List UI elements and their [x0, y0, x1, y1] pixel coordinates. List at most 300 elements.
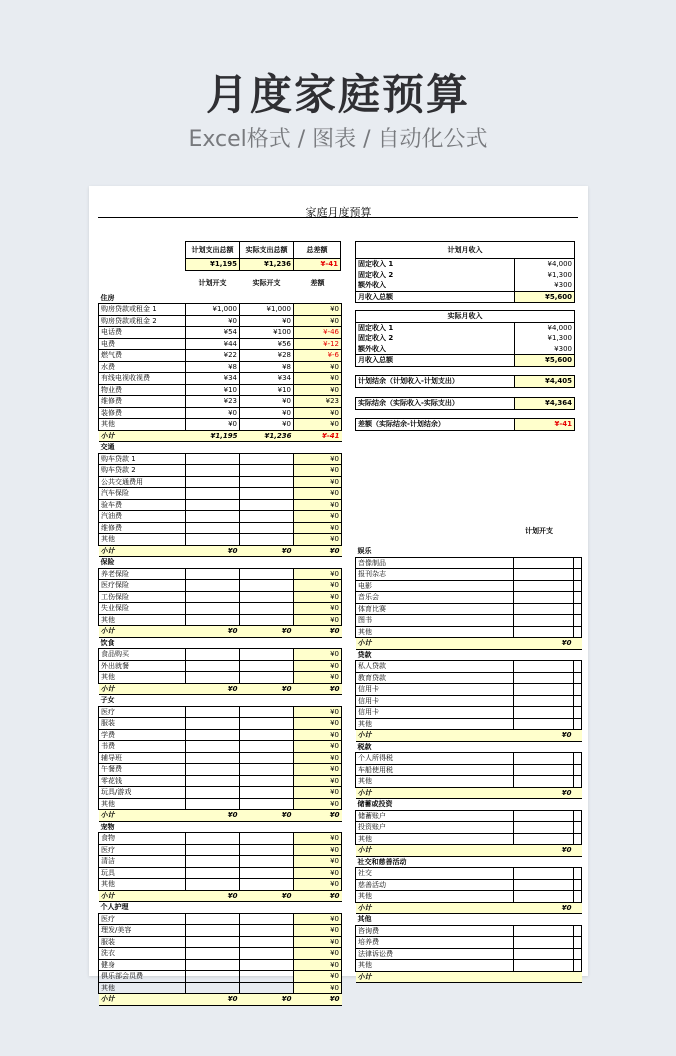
subtotal-value: ¥0: [514, 730, 574, 742]
table-row: [99, 775, 342, 787]
section-header-row: [356, 546, 582, 557]
table-row: [99, 373, 342, 385]
diff-cell: ¥0: [294, 982, 342, 994]
table-row: [99, 591, 342, 603]
row-label: 体育比赛: [356, 603, 514, 615]
income-value: ¥300: [515, 344, 575, 355]
row-label: 培养费: [356, 937, 514, 949]
actual-cell: [240, 603, 294, 615]
section-title: 交通: [100, 443, 115, 452]
table-row: [99, 729, 342, 741]
table-row: [99, 660, 342, 672]
table-row: [356, 718, 582, 730]
row-label: 零花钱: [99, 775, 186, 787]
summary-header-actual: 实际支出总额: [240, 242, 294, 259]
diff-cell: ¥0: [294, 844, 342, 856]
actual-cell: [240, 729, 294, 741]
planned-cell: [186, 959, 240, 971]
row-label: 购车贷款 1: [99, 453, 186, 465]
actual-cell: [240, 787, 294, 799]
actual-cell: [240, 844, 294, 856]
table-row: [99, 741, 342, 753]
table-row: [99, 522, 342, 534]
planned-cell: [514, 684, 574, 696]
planned-cell: ¥1,000: [186, 304, 240, 316]
actual-cell: [240, 499, 294, 511]
income-value: ¥4,000: [515, 259, 575, 270]
extra-cell: [574, 845, 582, 857]
row-label: 其他: [99, 672, 186, 684]
extra-cell: [574, 661, 582, 673]
diff-cell: ¥0: [294, 649, 342, 661]
subtotal-label: 小计: [99, 430, 186, 442]
row-label: 投资账户: [356, 822, 514, 834]
extra-cell: [574, 753, 582, 765]
actual-cell: [240, 488, 294, 500]
planned-cell: [186, 649, 240, 661]
section-header-row: [356, 649, 582, 661]
income-value: ¥1,300: [515, 333, 575, 344]
subtotal-diff: ¥0: [294, 810, 342, 822]
subtotal-row: [356, 971, 582, 983]
row-label: 健身: [99, 959, 186, 971]
planned-cell: [186, 660, 240, 672]
row-label: 其他: [99, 879, 186, 891]
extra-cell: [574, 615, 582, 627]
row-label: 图书: [356, 615, 514, 627]
planned-cell: ¥54: [186, 327, 240, 339]
actual-cell: [240, 660, 294, 672]
table-row: [356, 557, 582, 569]
section-title: 贷款: [357, 650, 372, 659]
table-row: [99, 867, 342, 879]
row-label: 验车费: [99, 499, 186, 511]
diff-cell: ¥-12: [294, 338, 342, 350]
extra-cell: [574, 925, 582, 937]
section-title: 个人护理: [100, 903, 129, 912]
table-row: [356, 764, 582, 776]
diff-cell: ¥0: [294, 959, 342, 971]
row-label: 水费: [99, 361, 186, 373]
subtotal-value: ¥0: [514, 845, 574, 857]
diff-cell: ¥0: [294, 603, 342, 615]
diff-cell: ¥0: [294, 729, 342, 741]
section-header-row: [99, 289, 342, 304]
extra-cell: [574, 718, 582, 730]
row-label: 储蓄账户: [356, 810, 514, 822]
planned-cell: ¥22: [186, 350, 240, 362]
table-row: [356, 810, 582, 822]
actual-cell: ¥0: [240, 407, 294, 419]
section-header-row: [356, 914, 582, 926]
table-row: [99, 879, 342, 891]
subtotal-planned: ¥0: [186, 810, 240, 822]
income-value: ¥4,000: [515, 322, 575, 333]
actual-cell: [240, 649, 294, 661]
subtotal-row: [356, 730, 582, 742]
planned-cell: [186, 925, 240, 937]
planned-cell: [514, 776, 574, 788]
planned-cell: [186, 580, 240, 592]
table-row: [99, 407, 342, 419]
planned-cell: [514, 695, 574, 707]
actual-cell: [240, 982, 294, 994]
subtotal-label: 小计: [99, 810, 186, 822]
planned-cell: [514, 592, 574, 604]
income-total-label: 月收入总额: [356, 355, 515, 367]
extra-cell: [574, 810, 582, 822]
actual-cell: [240, 672, 294, 684]
planned-cell: [514, 764, 574, 776]
table-row: [99, 718, 342, 730]
extra-cell: [574, 787, 582, 799]
row-label: 物业费: [99, 384, 186, 396]
planned-cell: [186, 913, 240, 925]
table-row: [99, 706, 342, 718]
extra-cell: [574, 730, 582, 742]
balance-actual-table: [355, 397, 575, 410]
table-row: [99, 971, 342, 983]
summary-value-planned: ¥1,195: [186, 259, 240, 271]
planned-cell: [186, 971, 240, 983]
row-label: 其他: [99, 534, 186, 546]
subtotal-actual: ¥0: [240, 683, 294, 695]
subtotal-value: [514, 971, 574, 983]
planned-cell: [186, 568, 240, 580]
table-row: [356, 925, 582, 937]
row-label: 其他: [356, 626, 514, 638]
row-label: 服装: [99, 718, 186, 730]
section-header-row: [99, 637, 342, 649]
subtotal-planned: ¥0: [186, 545, 240, 557]
planned-cell: [186, 982, 240, 994]
row-label: 其他: [99, 614, 186, 626]
subtotal-actual: ¥0: [240, 810, 294, 822]
row-label: 服装: [99, 936, 186, 948]
subtotal-actual: ¥0: [240, 994, 294, 1006]
actual-cell: [240, 856, 294, 868]
section-title: 住房: [100, 293, 115, 302]
subtotal-actual: ¥0: [240, 890, 294, 902]
subtotal-label: 小计: [356, 787, 514, 799]
row-label: 工伤保险: [99, 591, 186, 603]
subtotal-label: 小计: [356, 638, 514, 650]
table-row: [99, 833, 342, 845]
income-value: ¥1,300: [515, 270, 575, 281]
balance-planned-table: [355, 375, 575, 388]
planned-cell: [514, 718, 574, 730]
diff-cell: ¥0: [294, 948, 342, 960]
table-row: [99, 925, 342, 937]
subtotal-label: 小计: [99, 890, 186, 902]
subtotal-label: 小计: [99, 683, 186, 695]
planned-cell: [186, 453, 240, 465]
actual-cell: ¥34: [240, 373, 294, 385]
subtotal-row: [99, 626, 342, 638]
actual-cell: [240, 534, 294, 546]
title-underline: [98, 217, 578, 218]
actual-cell: [240, 591, 294, 603]
diff-cell: ¥0: [294, 465, 342, 477]
table-row: [99, 603, 342, 615]
row-label: 医疗: [99, 706, 186, 718]
spreadsheet-preview: [89, 186, 588, 1004]
table-row: [356, 822, 582, 834]
actual-cell: [240, 879, 294, 891]
planned-cell: [514, 672, 574, 684]
subtotal-row: [99, 683, 342, 695]
subtotal-row: [99, 890, 342, 902]
table-row: [99, 396, 342, 408]
income-label: 额外收入: [356, 344, 515, 355]
planned-cell: [186, 603, 240, 615]
row-label: 个人所得税: [356, 753, 514, 765]
column-header-row: [99, 278, 342, 289]
subtotal-row: [356, 787, 582, 799]
right-col-header: 计划开支: [525, 527, 553, 535]
subtotal-label: 小计: [356, 730, 514, 742]
planned-cell: [514, 925, 574, 937]
sheet-title: 家庭月度预算: [305, 206, 372, 219]
planned-cell: [186, 534, 240, 546]
extra-cell: [574, 569, 582, 581]
actual-income-table: [355, 310, 575, 367]
subtotal-label: 小计: [356, 902, 514, 914]
actual-cell: ¥1,000: [240, 304, 294, 316]
balance-diff-label: 差额（实际结余-计划结余）: [356, 419, 515, 431]
expense-table-right: [355, 546, 582, 983]
income-label: 固定收入 2: [356, 270, 515, 281]
extra-cell: [574, 707, 582, 719]
subtotal-diff: ¥0: [294, 545, 342, 557]
planned-cell: [186, 798, 240, 810]
planned-cell: [186, 488, 240, 500]
income-total-value: ¥5,600: [515, 291, 575, 303]
extra-cell: [574, 971, 582, 983]
subtotal-label: 小计: [99, 626, 186, 638]
actual-cell: [240, 706, 294, 718]
diff-cell: ¥0: [294, 741, 342, 753]
diff-cell: ¥0: [294, 925, 342, 937]
extra-cell: [574, 592, 582, 604]
actual-cell: [240, 511, 294, 523]
actual-cell: [240, 580, 294, 592]
planned-cell: [186, 752, 240, 764]
planned-cell: [186, 936, 240, 948]
planned-cell: [186, 775, 240, 787]
table-row: [356, 603, 582, 615]
section-title: 娱乐: [357, 547, 372, 556]
table-row: [99, 327, 342, 339]
subtotal-value: ¥0: [514, 902, 574, 914]
planned-cell: [186, 787, 240, 799]
extra-cell: [574, 960, 582, 972]
actual-cell: [240, 465, 294, 477]
planned-cell: [514, 891, 574, 903]
diff-cell: ¥0: [294, 752, 342, 764]
row-label: 其他: [356, 891, 514, 903]
diff-cell: ¥0: [294, 867, 342, 879]
row-label: 燃气费: [99, 350, 186, 362]
actual-cell: [240, 453, 294, 465]
row-label: 其他: [99, 419, 186, 431]
row-label: 教育贷款: [356, 672, 514, 684]
income-label: 固定收入 1: [356, 322, 515, 333]
table-row: [99, 304, 342, 316]
table-row: [356, 776, 582, 788]
table-row: [99, 614, 342, 626]
summary-header-diff: 总差额: [294, 242, 341, 259]
planned-cell: ¥10: [186, 384, 240, 396]
table-row: [356, 569, 582, 581]
table-row: [356, 891, 582, 903]
planned-cell: [186, 499, 240, 511]
table-row: [356, 626, 582, 638]
table-row: [99, 580, 342, 592]
planned-cell: [186, 879, 240, 891]
table-row: [99, 384, 342, 396]
extra-cell: [574, 879, 582, 891]
extra-cell: [574, 891, 582, 903]
table-row: [356, 615, 582, 627]
actual-cell: [240, 522, 294, 534]
row-label: 清洁: [99, 856, 186, 868]
planned-cell: [186, 764, 240, 776]
row-label: 医疗保险: [99, 580, 186, 592]
actual-cell: ¥0: [240, 396, 294, 408]
table-row: [356, 960, 582, 972]
subtotal-actual: ¥0: [240, 626, 294, 638]
summary-header-planned: 计划支出总额: [186, 242, 240, 259]
diff-cell: ¥0: [294, 798, 342, 810]
planned-cell: [186, 672, 240, 684]
row-label: 购房贷款或租金 2: [99, 315, 186, 327]
row-label: 音像制品: [356, 557, 514, 569]
subtotal-label: 小计: [99, 545, 186, 557]
diff-cell: ¥0: [294, 315, 342, 327]
table-row: [99, 511, 342, 523]
balance-planned-value: ¥4,405: [515, 376, 575, 388]
planned-cell: [514, 707, 574, 719]
table-row: [356, 937, 582, 949]
diff-cell: ¥0: [294, 453, 342, 465]
extra-cell: [574, 902, 582, 914]
table-row: [356, 592, 582, 604]
row-label: 维修费: [99, 396, 186, 408]
diff-cell: ¥0: [294, 764, 342, 776]
table-row: [356, 879, 582, 891]
actual-cell: [240, 775, 294, 787]
row-label: 其他: [356, 776, 514, 788]
planned-cell: [186, 614, 240, 626]
table-row: [356, 948, 582, 960]
planned-cell: [514, 661, 574, 673]
planned-cell: [514, 879, 574, 891]
diff-cell: ¥0: [294, 833, 342, 845]
row-label: 电话费: [99, 327, 186, 339]
planned-cell: ¥0: [186, 407, 240, 419]
actual-cell: [240, 568, 294, 580]
row-label: 医疗: [99, 913, 186, 925]
table-row: [99, 844, 342, 856]
row-label: 其他: [356, 960, 514, 972]
diff-cell: ¥0: [294, 361, 342, 373]
planned-income-table: [355, 241, 575, 303]
subtotal-actual: ¥0: [240, 545, 294, 557]
extra-cell: [574, 672, 582, 684]
planned-cell: [186, 465, 240, 477]
planned-cell: [186, 844, 240, 856]
diff-cell: ¥0: [294, 614, 342, 626]
summary-value-actual: ¥1,236: [240, 259, 294, 271]
planned-cell: [186, 729, 240, 741]
subtotal-label: 小计: [356, 845, 514, 857]
planned-income-header: 计划月收入: [356, 242, 575, 259]
subtotal-planned: ¥1,195: [186, 430, 240, 442]
subtotal-label: 小计: [99, 994, 186, 1006]
hero-subtitle: Excel格式 / 图表 / 自动化公式: [188, 127, 488, 152]
table-row: [356, 661, 582, 673]
row-label: 失业保险: [99, 603, 186, 615]
actual-cell: [240, 833, 294, 845]
subtotal-row: [356, 902, 582, 914]
row-label: 洗衣: [99, 948, 186, 960]
extra-cell: [574, 776, 582, 788]
balance-actual-value: ¥4,364: [515, 398, 575, 410]
row-label: 其他: [356, 718, 514, 730]
table-row: [99, 672, 342, 684]
diff-cell: ¥0: [294, 913, 342, 925]
planned-cell: [514, 822, 574, 834]
planned-cell: ¥8: [186, 361, 240, 373]
section-header-row: [99, 821, 342, 833]
section-header-row: [356, 799, 582, 811]
table-row: [99, 453, 342, 465]
actual-income-header: 实际月收入: [356, 311, 575, 323]
planned-cell: [186, 476, 240, 488]
diff-cell: ¥0: [294, 419, 342, 431]
diff-cell: ¥0: [294, 672, 342, 684]
subtotal-diff: ¥0: [294, 890, 342, 902]
planned-cell: ¥0: [186, 315, 240, 327]
summary-value-diff: ¥-41: [294, 259, 341, 271]
diff-cell: ¥0: [294, 534, 342, 546]
row-label: 其他: [356, 833, 514, 845]
planned-cell: [514, 753, 574, 765]
planned-cell: [186, 948, 240, 960]
table-row: [99, 936, 342, 948]
actual-cell: ¥8: [240, 361, 294, 373]
subtotal-value: ¥0: [514, 787, 574, 799]
actual-cell: [240, 718, 294, 730]
row-label: 音乐会: [356, 592, 514, 604]
subtotal-planned: ¥0: [186, 683, 240, 695]
table-row: [99, 787, 342, 799]
col-header-planned: 计划开支: [198, 279, 227, 288]
table-row: [99, 338, 342, 350]
actual-cell: [240, 741, 294, 753]
extra-cell: [574, 626, 582, 638]
diff-cell: ¥0: [294, 476, 342, 488]
extra-cell: [574, 948, 582, 960]
section-header-row: [356, 856, 582, 868]
row-label: 公共交通费用: [99, 476, 186, 488]
actual-cell: [240, 959, 294, 971]
actual-cell: ¥10: [240, 384, 294, 396]
extra-cell: [574, 822, 582, 834]
subtotal-actual: ¥1,236: [240, 430, 294, 442]
extra-cell: [574, 638, 582, 650]
